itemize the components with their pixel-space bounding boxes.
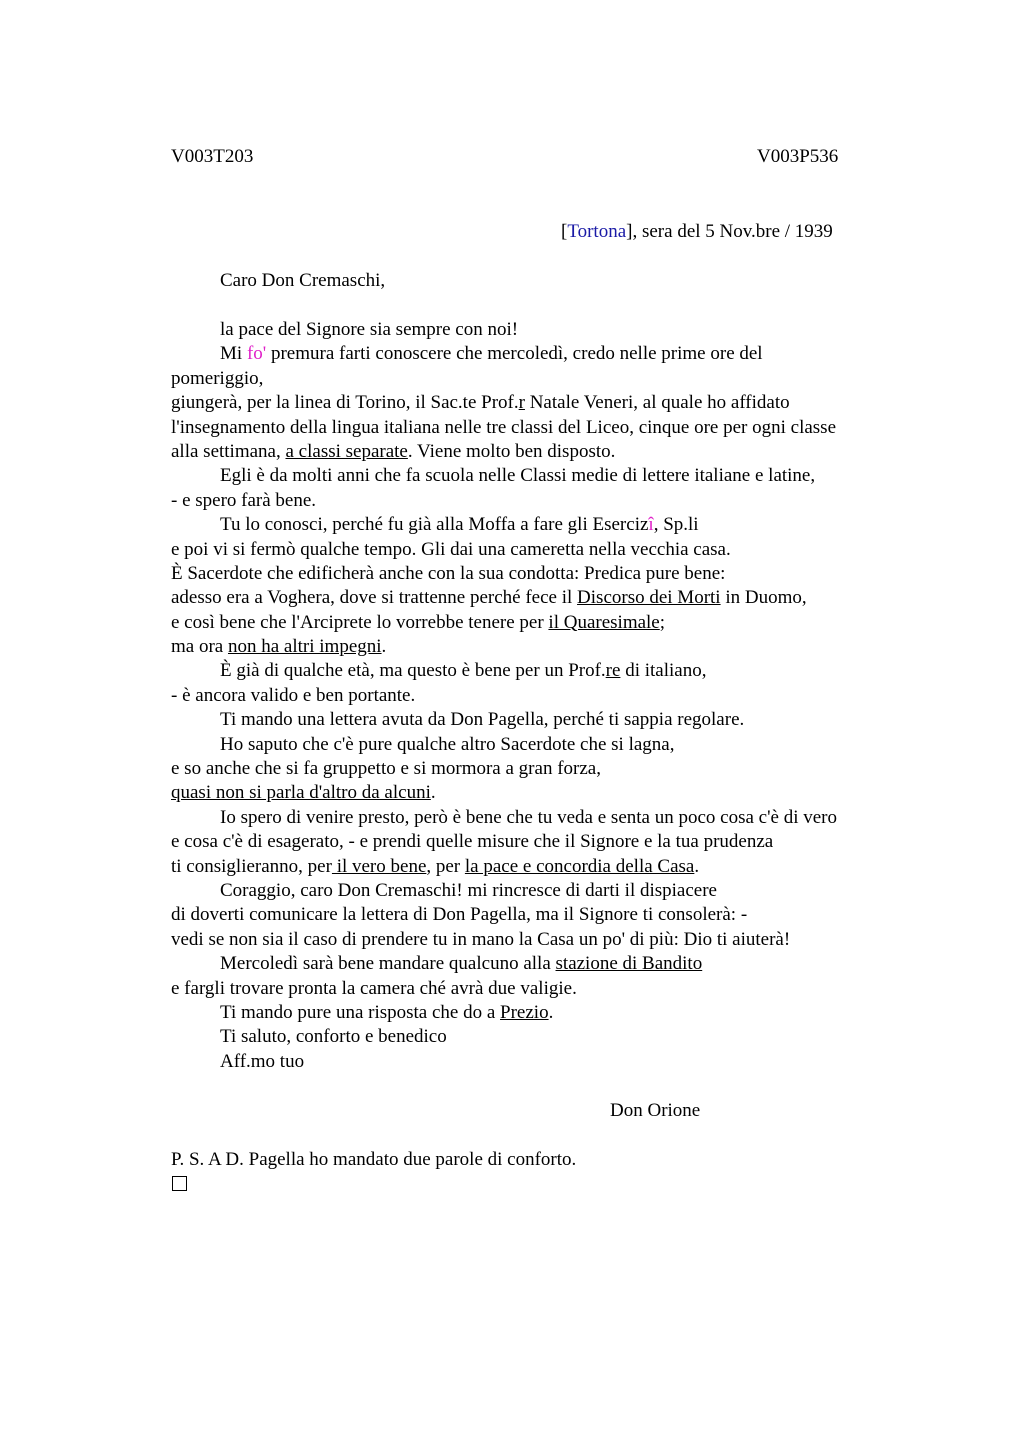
body-line: Coraggio, caro Don Cremaschi! mi rincresce di darti il dispiacere — [220, 879, 717, 901]
body-line: vedi se non sia il caso di prendere tu in mano la Casa un po' di più: Dio ti aiuterà! — [171, 928, 791, 950]
body-line: ma ora non ha altri impegni. — [171, 636, 387, 658]
underlined-phrase: il Quaresimale — [548, 611, 660, 633]
body-line: È Sacerdote che edificherà anche con la sua condotta: Predica pure bene: — [171, 562, 726, 584]
body-line: e cosa c'è di esagerato, - e prendi quelle misure che il Signore e la tua prudenza — [171, 831, 774, 853]
dateline: [Tortona], sera del 5 Nov.bre / 1939 — [561, 221, 833, 242]
body-line: e così bene che l'Arciprete lo vorrebbe tenere per il Quaresimale; — [171, 611, 666, 633]
body-line: - è ancora valido e ben portante. — [171, 684, 416, 706]
salutation: Caro Don Cremaschi, — [220, 270, 386, 291]
body-line: e fargli trovare pronta la camera ché avrà due valigie. — [171, 977, 577, 999]
highlighted-character: î — [648, 514, 654, 536]
empty-checkbox-icon — [172, 1176, 187, 1191]
body-line: Ti mando pure una risposta che do a Prezio. — [220, 1001, 554, 1023]
left-document-code: V003T203 — [171, 146, 254, 167]
body-line: l'insegnamento della lingua italiana nelle tre classi del Liceo, cinque ore per ogni classe — [171, 416, 837, 438]
body-line: Ti saluto, conforto e benedico — [220, 1026, 447, 1048]
body-line: Ho saputo che c'è pure qualche altro Sacerdote che si lagna, — [220, 733, 675, 755]
underlined-phrase: Discorso dei Morti — [577, 587, 721, 609]
body-line: Mercoledì sarà bene mandare qualcuno alla stazione di Bandito — [220, 953, 703, 975]
highlighted-word: fo' — [246, 343, 267, 365]
body-line: Io spero di venire presto, però è bene che tu veda e senta un poco cosa c'è di vero — [220, 806, 837, 828]
body-line: alla settimana, a classi separate. Viene molto ben disposto. — [171, 440, 616, 462]
place-name: Tortona — [567, 221, 627, 242]
body-line: ti consiglieranno, per il vero bene, per la pace e concordia della Casa. — [171, 855, 700, 877]
underlined-phrase: stazione di Bandito — [555, 953, 703, 975]
underlined-phrase: Prezio — [500, 1001, 549, 1023]
body-line: Ti mando una lettera avuta da Don Pagella, perché ti sappia regolare. — [220, 709, 745, 731]
body-line: Egli è da molti anni che fa scuola nelle Classi medie di lettere italiane e latine, — [220, 465, 816, 487]
body-line: quasi non si parla d'altro da alcuni. — [171, 782, 436, 804]
underlined-phrase: non ha altri impegni — [227, 636, 382, 658]
body-line: la pace del Signore sia sempre con noi! — [220, 319, 519, 340]
underlined-phrase: a classi separate — [285, 440, 408, 462]
underlined-phrase: quasi non si parla d'altro da alcuni — [171, 782, 431, 804]
body-line: È già di qualche età, ma questo è bene per un Prof.re di italiano, — [220, 660, 707, 682]
body-line: pomeriggio, — [171, 367, 264, 389]
body-line: e poi vi si fermò qualche tempo. Gli dai una cameretta nella vecchia casa. — [171, 538, 731, 560]
body-line: Aff.mo tuo — [220, 1050, 305, 1072]
right-document-code: V003P536 — [757, 146, 839, 167]
underlined-phrase: la pace e concordia della Casa — [464, 855, 695, 877]
letter-body — [171, 318, 931, 1074]
body-line: Mi fo' premura farti conoscere che mercoledì, credo nelle prime ore del — [220, 343, 763, 365]
body-line: adesso era a Voghera, dove si trattenne perché fece il Discorso dei Morti in Duomo, — [171, 587, 807, 609]
postscript: P. S. A D. Pagella ho mandato due parole di conforto. — [171, 1149, 577, 1170]
body-line: giungerà, per la linea di Torino, il Sac.te Prof.r Natale Veneri, al quale ho affidato — [171, 392, 790, 414]
body-line: Tu lo conosci, perché fu già alla Moffa a fare gli Esercizî, Sp.li — [220, 514, 699, 536]
underlined-phrase: il vero bene — [331, 855, 427, 877]
body-line: e so anche che si fa gruppetto e si mormora a gran forza, — [171, 758, 601, 780]
body-line: di doverti comunicare la lettera di Don Pagella, ma il Signore ti consolerà: - — [171, 904, 748, 926]
signature: Don Orione — [610, 1100, 701, 1121]
body-line: - e spero farà bene. — [171, 489, 317, 511]
